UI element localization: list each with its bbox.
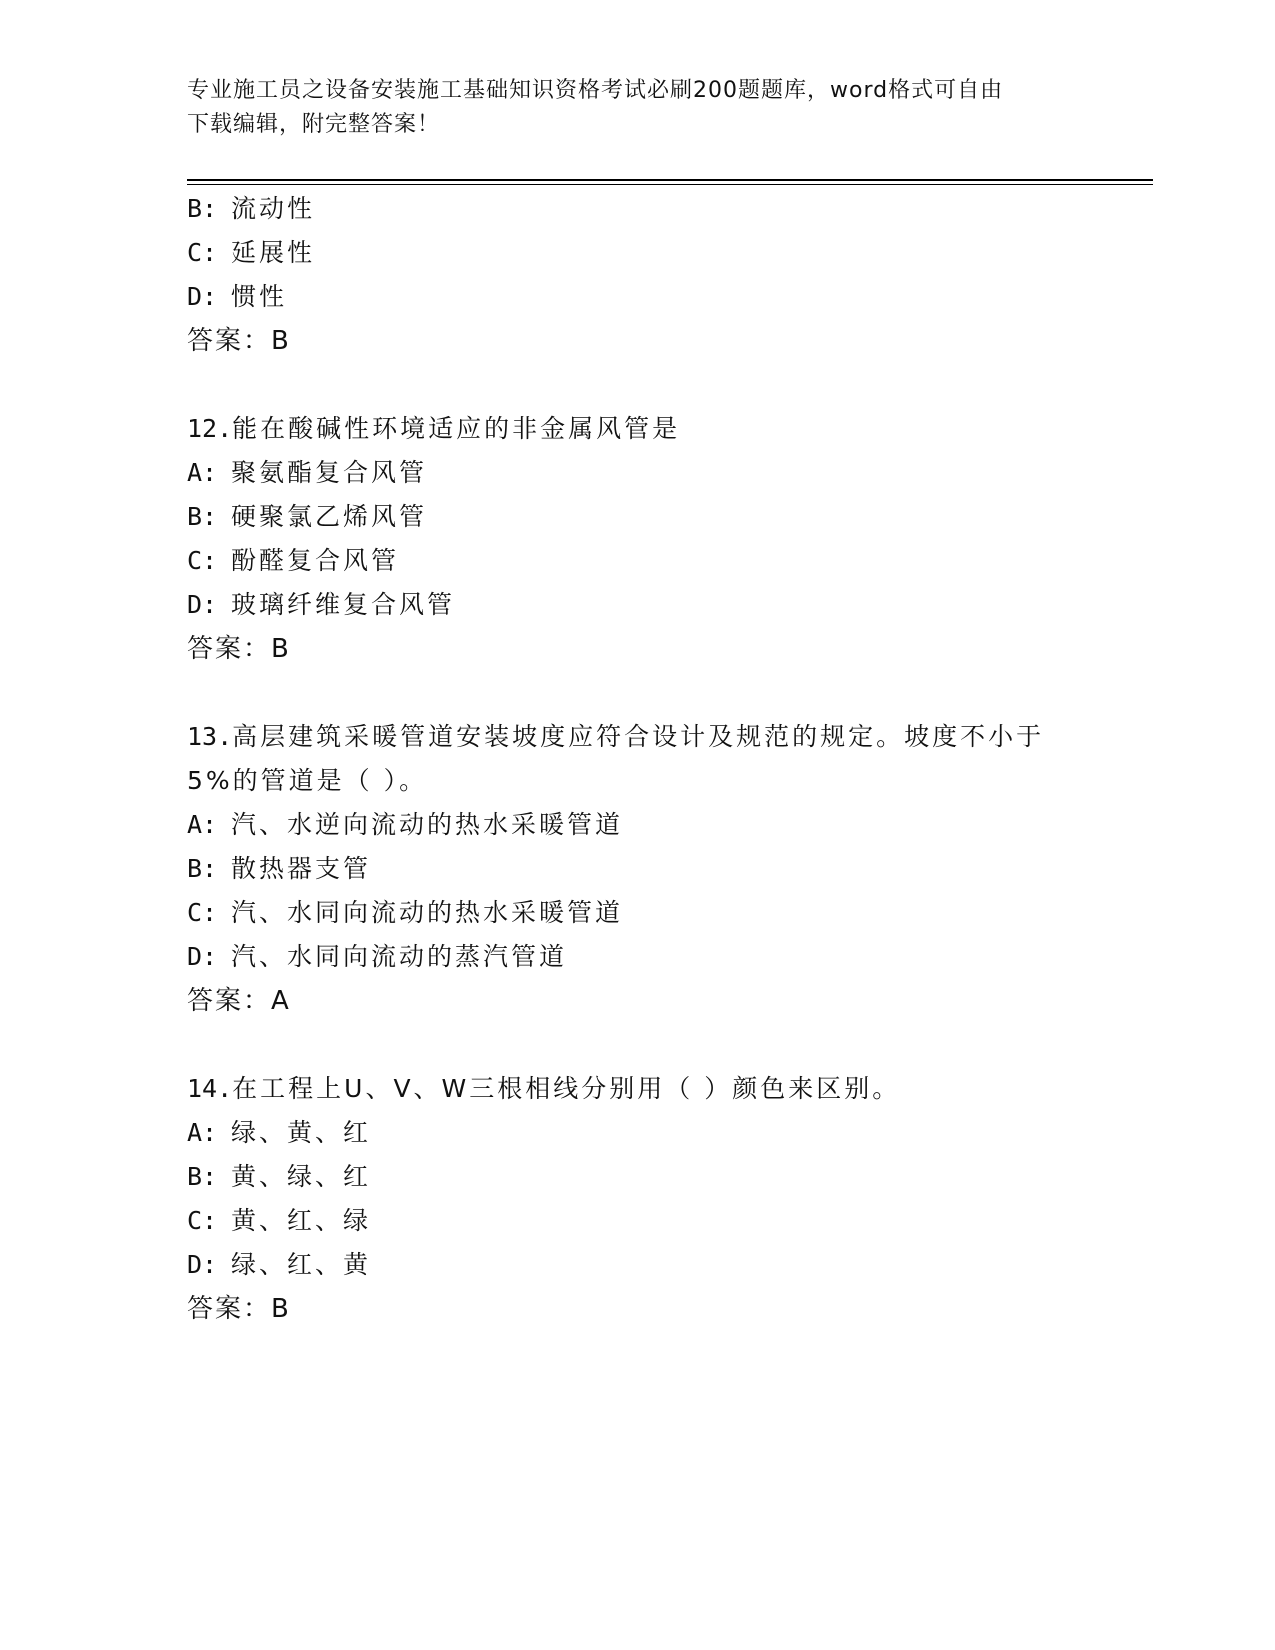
answer-line: 答案：A: [187, 986, 291, 1016]
option-text: 流动性: [231, 194, 316, 223]
option-row: [187, 896, 623, 930]
question-stem: [187, 1072, 900, 1106]
answer-line: 答案：B: [187, 326, 291, 356]
option-text: 汽、水同向流动的蒸汽管道: [231, 942, 568, 971]
question-stem: [187, 720, 1044, 754]
option-text: 汽、水同向流动的热水采暖管道: [231, 898, 624, 927]
option-row: [187, 808, 623, 842]
option-row: [187, 1204, 371, 1238]
option-text: 玻璃纤维复合风管: [231, 590, 456, 619]
option-key: B:: [187, 854, 218, 883]
option-key: C:: [187, 546, 218, 575]
option-row: [187, 852, 371, 886]
option-row: [187, 1248, 371, 1282]
option-key: B:: [187, 194, 218, 223]
question-stem-line: 能在酸碱性环境适应的非金属风管是: [232, 414, 681, 443]
question-stem-line: 在工程上U、V、W三根相线分别用（ ）颜色来区别。: [232, 1074, 901, 1103]
option-key: B:: [187, 1162, 218, 1191]
header-line-1: 专业施工员之设备安装施工基础知识资格考试必刷200题题库，word格式可自由: [187, 78, 1004, 103]
option-key: A:: [187, 1118, 218, 1147]
document-header: [187, 74, 1077, 142]
option-text: 惯性: [231, 282, 288, 311]
option-row: [187, 1160, 371, 1194]
option-row: [187, 192, 315, 226]
answer-line: 答案：B: [187, 1294, 291, 1324]
option-text: 绿、红、黄: [231, 1250, 372, 1279]
question-stem: [187, 412, 680, 446]
option-key: B:: [187, 502, 218, 531]
question-stem-continuation: 5%的管道是（ ）。: [187, 766, 428, 795]
option-text: 聚氨酯复合风管: [231, 458, 428, 487]
header-line-2: 下载编辑，附完整答案！: [187, 112, 441, 137]
option-text: 黄、绿、红: [231, 1162, 372, 1191]
answer-line: 答案：B: [187, 634, 291, 664]
option-row: [187, 588, 455, 622]
question-number: 13.: [187, 722, 233, 751]
question-number: 14.: [187, 1074, 233, 1103]
option-row: [187, 456, 427, 490]
option-text: 汽、水逆向流动的热水采暖管道: [231, 810, 624, 839]
option-text: 绿、黄、红: [231, 1118, 372, 1147]
option-row: [187, 280, 287, 314]
option-key: A:: [187, 458, 218, 487]
option-key: C:: [187, 898, 218, 927]
option-text: 散热器支管: [231, 854, 372, 883]
header-divider-secondary: [187, 184, 1153, 185]
option-row: [187, 1116, 371, 1150]
option-text: 延展性: [231, 238, 316, 267]
option-key: C:: [187, 238, 218, 267]
option-text: 硬聚氯乙烯风管: [231, 502, 428, 531]
option-key: D:: [187, 942, 218, 971]
option-text: 黄、红、绿: [231, 1206, 372, 1235]
question-stem-line: 高层建筑采暖管道安装坡度应符合设计及规范的规定。坡度不小于: [232, 722, 1045, 751]
option-key: D:: [187, 590, 218, 619]
option-key: D:: [187, 282, 218, 311]
option-row: [187, 940, 567, 974]
option-text: 酚醛复合风管: [231, 546, 400, 575]
option-row: [187, 500, 427, 534]
option-row: [187, 544, 399, 578]
option-key: D:: [187, 1250, 218, 1279]
header-divider: [187, 179, 1153, 181]
option-key: C:: [187, 1206, 218, 1235]
option-row: [187, 236, 315, 270]
option-key: A:: [187, 810, 218, 839]
question-number: 12.: [187, 414, 233, 443]
